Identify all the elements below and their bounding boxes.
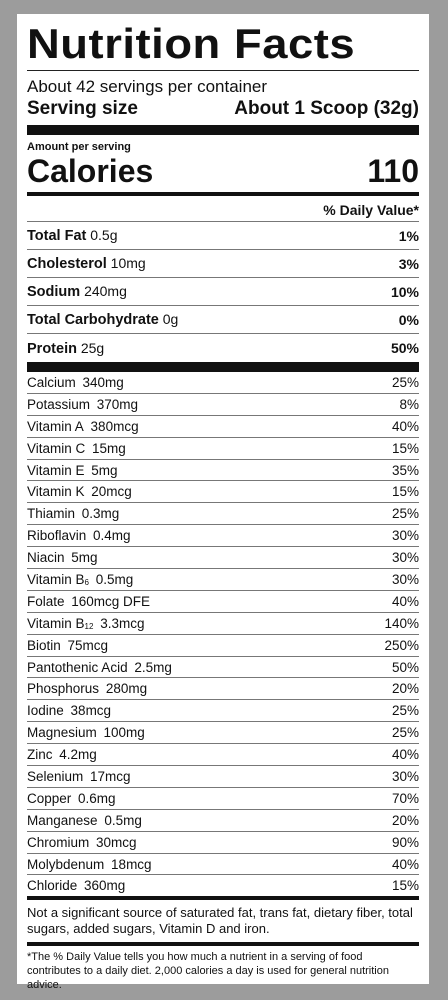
vitamin-row <box>27 634 419 656</box>
vitamin-dv: 40% <box>391 747 419 763</box>
nutrient-row <box>27 221 419 249</box>
vitamin-dv: 90% <box>391 834 419 850</box>
vitamin-amount: 0.5mg <box>104 812 142 828</box>
vitamin-dv: 8% <box>399 396 419 412</box>
vitamin-dv: 25% <box>391 506 419 522</box>
vitamin-row <box>27 787 419 809</box>
vitamin-amount: 5mg <box>71 550 98 566</box>
servings-per-container: About 42 servings per container <box>27 77 268 96</box>
vitamin-name: Biotin <box>27 637 61 653</box>
vitamin-name: Calcium <box>27 374 76 390</box>
vitamin-row <box>27 874 419 896</box>
vitamin-name: Vitamin E <box>27 462 85 478</box>
vitamin-row <box>27 699 419 721</box>
thick-divider <box>27 362 419 372</box>
vitamin-amount: 280mg <box>105 681 148 697</box>
calories-row <box>27 154 419 188</box>
vitamin-row <box>27 568 419 590</box>
vitamin-name: Vitamin K <box>27 484 85 500</box>
vitamin-row <box>27 480 419 502</box>
vitamin-subscript: 12 <box>84 621 94 631</box>
vitamin-amount: 38mcg <box>70 703 112 719</box>
vitamin-amount: 4.2mg <box>59 747 97 763</box>
vitamin-mineral-list <box>27 372 419 896</box>
nutrient-amount: 25g <box>80 339 105 356</box>
vitamin-row <box>27 415 419 437</box>
nutrient-amount: 10mg <box>110 255 146 271</box>
vitamin-row <box>27 677 419 699</box>
vitamin-name: Pantothenic Acid <box>27 659 128 675</box>
vitamin-row <box>27 765 419 787</box>
vitamin-amount: 0.6mg <box>78 790 116 806</box>
vitamin-dv: 250% <box>384 637 419 653</box>
vitamin-dv: 35% <box>391 462 419 478</box>
vitamin-row <box>27 502 419 524</box>
calories-label: Calories <box>27 153 154 189</box>
vitamin-name: Vitamin C <box>27 440 86 456</box>
serving-size-row <box>27 97 419 121</box>
vitamin-dv: 15% <box>391 484 419 500</box>
nutrition-facts-panel <box>17 14 429 992</box>
nutrient-row <box>27 305 419 333</box>
vitamin-dv: 15% <box>391 878 419 894</box>
vitamin-name: Manganese <box>27 812 98 828</box>
vitamin-amount: 380mcg <box>90 418 139 434</box>
vitamin-row <box>27 372 419 393</box>
vitamin-dv: 40% <box>391 418 419 434</box>
vitamin-row <box>27 393 419 415</box>
calories-value: 110 <box>367 153 419 189</box>
vitamin-amount: 18mcg <box>111 856 152 872</box>
nutrient-name: Total Fat <box>27 228 87 244</box>
nutrient-row <box>27 249 419 277</box>
vitamin-name: Iodine <box>27 703 64 719</box>
vitamin-amount: 100mg <box>103 725 145 741</box>
vitamin-dv: 30% <box>391 768 419 784</box>
vitamin-dv: 20% <box>391 812 419 828</box>
vitamin-amount: 340mg <box>82 374 124 390</box>
nutrient-dv: 0% <box>398 311 419 328</box>
divider <box>27 70 419 71</box>
daily-value-header: % Daily Value* <box>323 202 419 218</box>
vitamin-dv: 50% <box>391 659 419 675</box>
vitamin-amount: 0.5mg <box>95 571 134 587</box>
vitamin-name: Phosphorus <box>27 681 100 697</box>
nutrient-amount: 0g <box>162 311 179 327</box>
not-significant-note: Not a significant source of saturated fat, trans fat, dietary fiber, total sugars, added sugars, Vitamin D and iron. <box>27 905 413 937</box>
vitamin-dv: 30% <box>391 528 419 544</box>
vitamin-name: Potassium <box>27 396 91 412</box>
main-nutrients <box>27 221 419 362</box>
vitamin-row <box>27 809 419 831</box>
vitamin-amount: 0.3mg <box>81 506 120 522</box>
vitamin-name: Vitamin B <box>27 571 85 587</box>
nutrient-dv: 1% <box>398 227 419 244</box>
vitamin-dv: 140% <box>384 615 419 631</box>
vitamin-row <box>27 743 419 765</box>
vitamin-row <box>27 853 419 875</box>
nutrient-amount: 0.5g <box>90 227 118 243</box>
vitamin-dv: 40% <box>391 856 419 872</box>
vitamin-name: Vitamin A <box>27 418 84 434</box>
amount-per-serving: Amount per serving <box>27 141 131 153</box>
vitamin-name: Chromium <box>27 834 90 850</box>
vitamin-amount: 75mcg <box>67 637 109 653</box>
vitamin-dv: 40% <box>391 593 419 609</box>
vitamin-amount: 30mcg <box>96 834 137 850</box>
vitamin-amount: 15mg <box>92 440 126 456</box>
vitamin-dv: 30% <box>391 571 419 587</box>
vitamin-dv: 70% <box>391 790 419 806</box>
vitamin-row <box>27 437 419 459</box>
vitamin-name: Folate <box>27 593 65 609</box>
vitamin-name: Zinc <box>27 747 53 763</box>
daily-value-footnote: *The % Daily Value tells you how much a nutrient in a serving of food contributes to a daily diet. 2,000 calories a day is used for general nutrition advice. <box>27 951 389 992</box>
vitamin-row <box>27 546 419 568</box>
nutrient-name: Cholesterol <box>27 256 107 272</box>
vitamin-amount: 17mcg <box>90 768 131 784</box>
vitamin-row <box>27 524 419 546</box>
vitamin-row <box>27 612 419 634</box>
vitamin-name: Vitamin B <box>27 615 85 631</box>
vitamin-dv: 30% <box>391 550 419 566</box>
vitamin-name: Selenium <box>27 768 84 784</box>
serving-size-label: Serving size <box>27 98 138 119</box>
label-title: Nutrition Facts <box>27 20 356 67</box>
vitamin-row <box>27 656 419 678</box>
vitamin-subscript: 6 <box>84 577 89 587</box>
protein-row <box>27 333 419 362</box>
thick-divider <box>27 125 419 135</box>
nutrient-name: Protein <box>27 340 77 357</box>
vitamin-dv: 25% <box>391 703 419 719</box>
vitamin-name: Copper <box>27 790 72 806</box>
vitamin-amount: 360mg <box>84 878 126 894</box>
vitamin-row <box>27 721 419 743</box>
nutrient-amount: 240mg <box>84 283 127 299</box>
vitamin-dv: 20% <box>391 681 419 697</box>
vitamin-row <box>27 590 419 612</box>
vitamin-amount: 20mcg <box>91 484 132 500</box>
nutrient-name: Sodium <box>27 284 81 300</box>
vitamin-amount: 0.4mg <box>93 528 131 544</box>
vitamin-dv: 25% <box>391 374 419 390</box>
nutrient-name: Total Carbohydrate <box>27 312 159 328</box>
vitamin-name: Molybdenum <box>27 856 105 872</box>
vitamin-dv: 25% <box>391 725 419 741</box>
vitamin-name: Riboflavin <box>27 528 87 544</box>
serving-size-value: About 1 Scoop (32g) <box>234 98 419 119</box>
vitamin-name: Thiamin <box>27 506 76 522</box>
vitamin-dv: 15% <box>391 440 419 456</box>
vitamin-row <box>27 831 419 853</box>
nutrient-row <box>27 277 419 305</box>
vitamin-name: Magnesium <box>27 725 97 741</box>
vitamin-amount: 160mcg DFE <box>71 593 151 609</box>
vitamin-amount: 370mg <box>96 396 139 412</box>
vitamin-amount: 2.5mg <box>134 659 172 675</box>
vitamin-name: Niacin <box>27 550 65 566</box>
vitamin-amount: 5mg <box>91 462 118 478</box>
vitamin-amount: 3.3mcg <box>100 615 145 631</box>
nutrient-dv: 3% <box>398 255 419 272</box>
vitamin-row <box>27 459 419 481</box>
nutrient-dv: 50% <box>390 340 419 356</box>
nutrient-dv: 10% <box>390 283 419 300</box>
vitamin-name: Chloride <box>27 878 78 894</box>
